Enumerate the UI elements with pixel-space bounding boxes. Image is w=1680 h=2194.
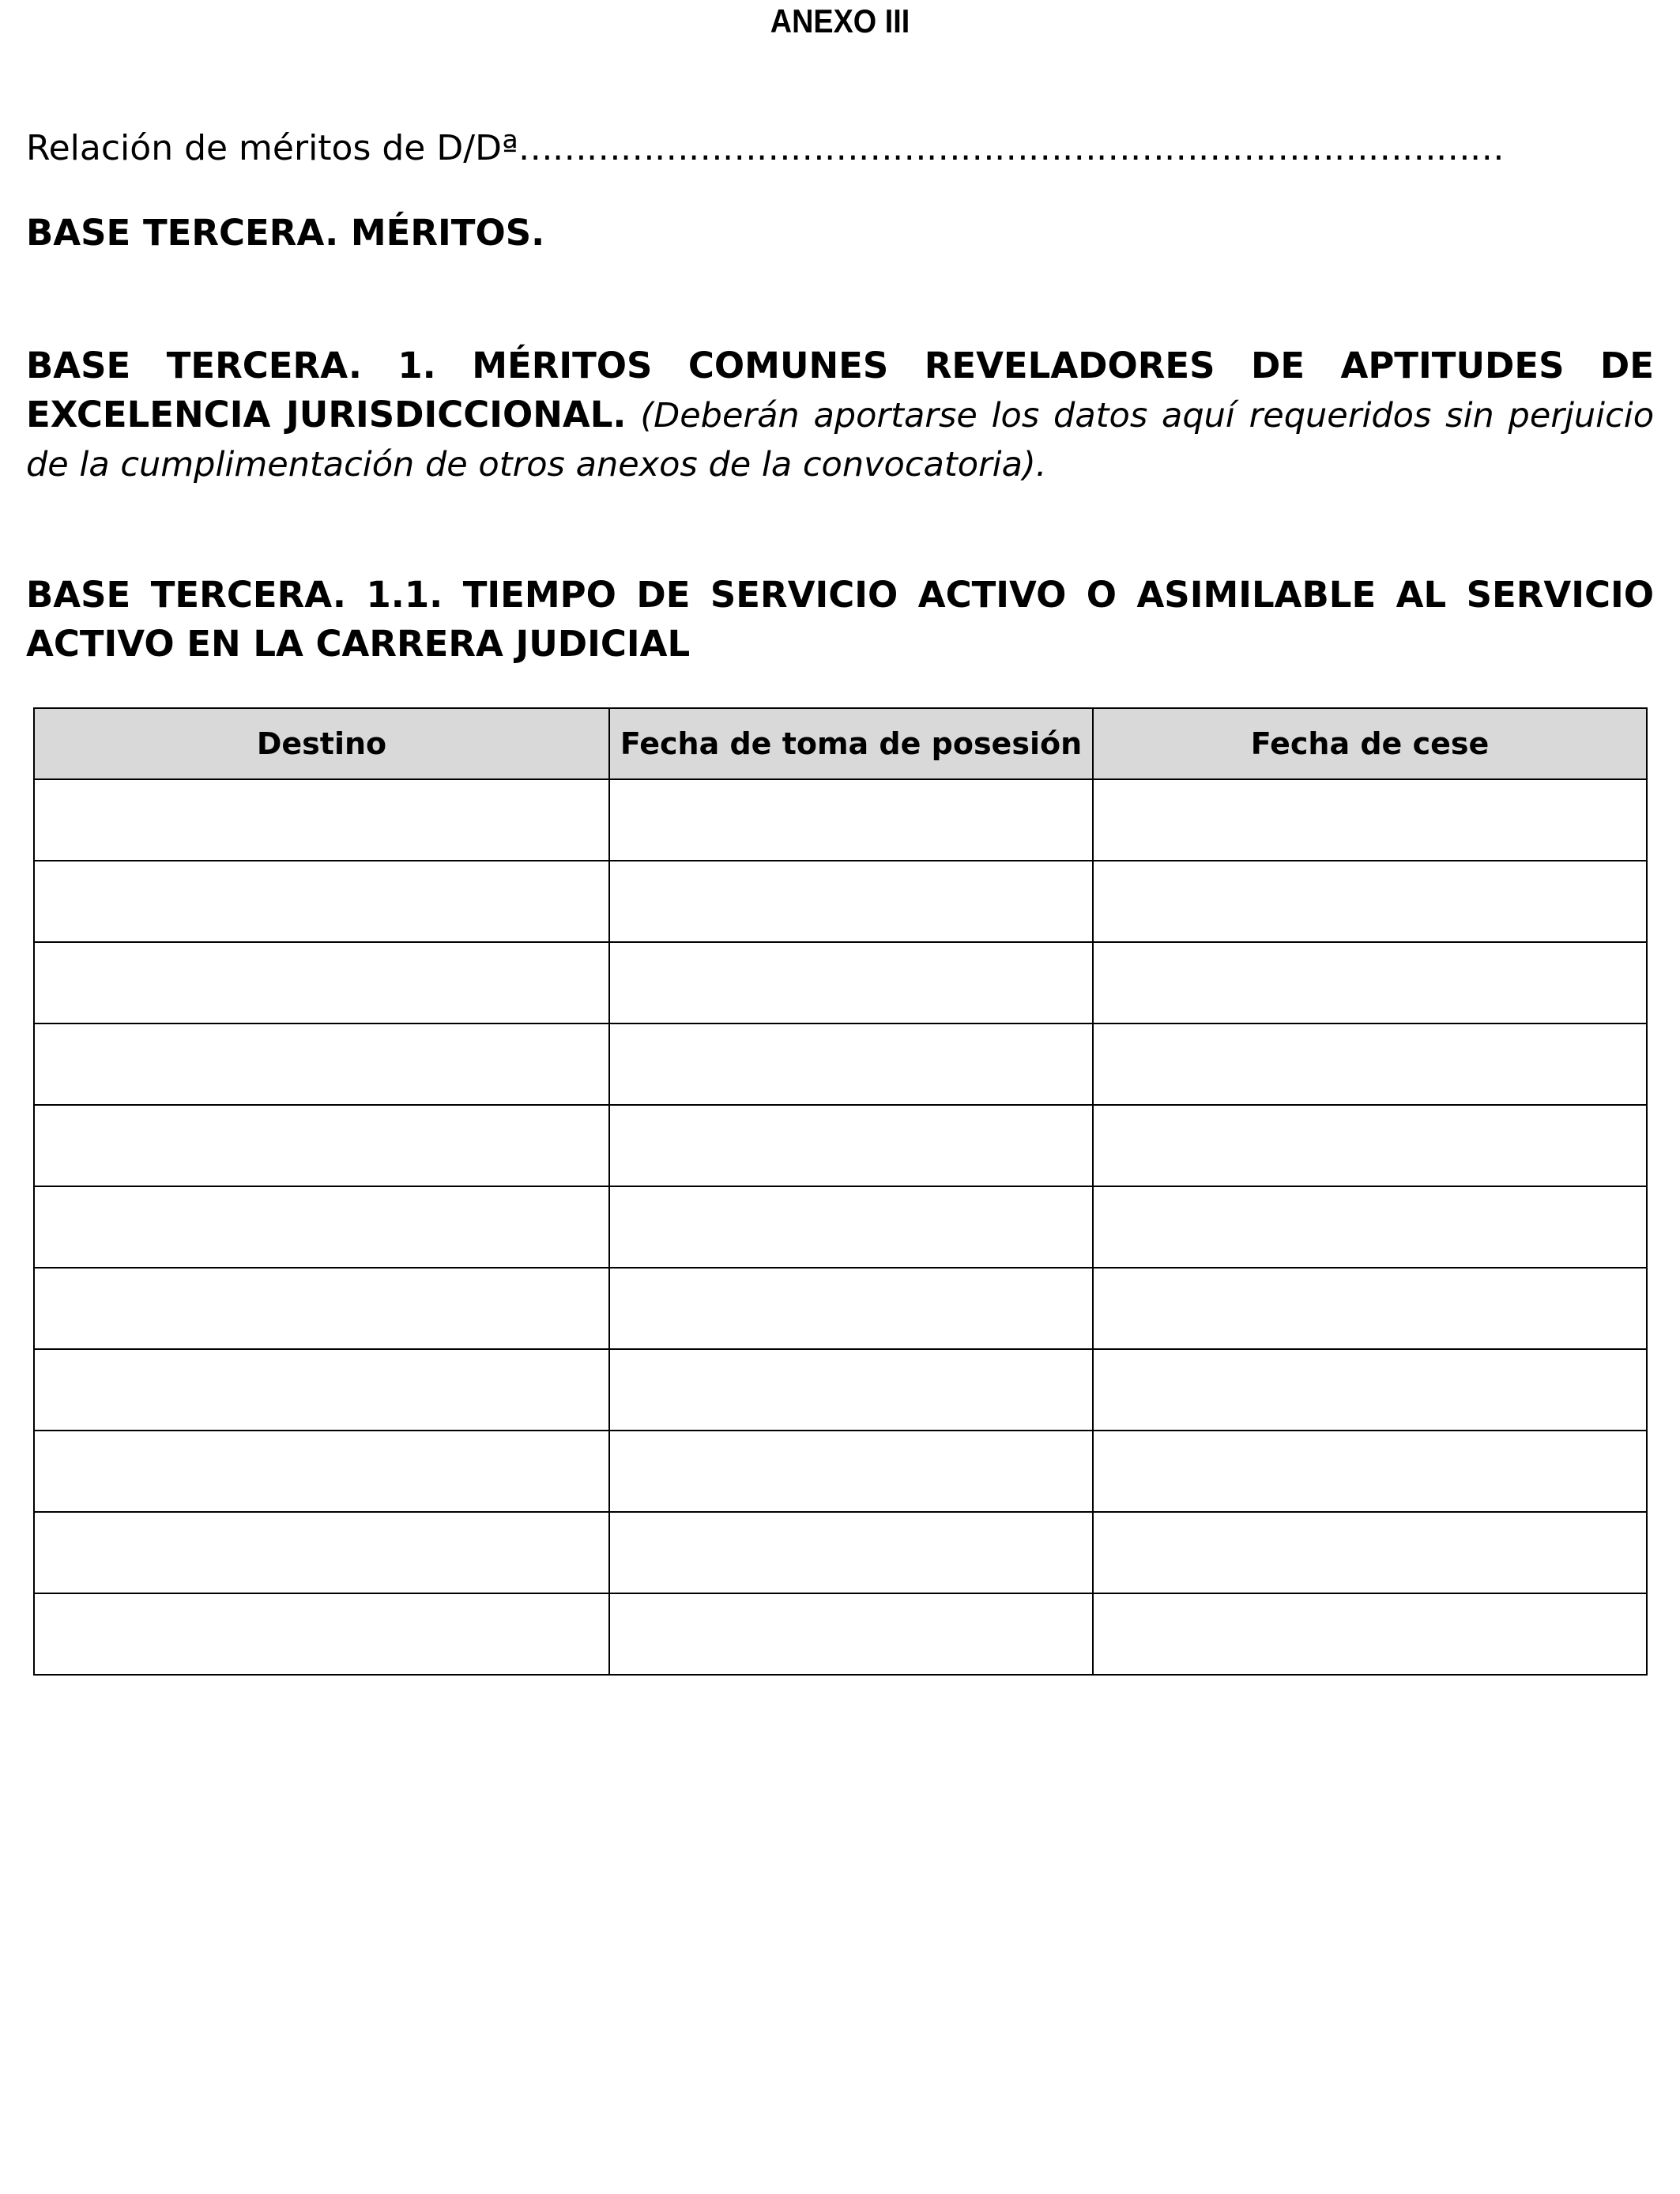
table-row [34,942,1647,1023]
table-row [34,779,1647,861]
name-fill-line: …………………………………………………………………………… [518,128,1504,168]
destino-cell[interactable] [34,1512,609,1593]
fecha-toma-posesion-cell[interactable] [609,779,1093,861]
section-1-1-heading: BASE TERCERA. 1.1. TIEMPO DE SERVICIO ACTIVO O ASIMILABLE AL SERVICIO ACTIVO EN LA CARRERA JUDICIAL [26,574,1654,665]
column-header-destino: Destino [34,708,609,779]
fecha-cese-cell[interactable] [1093,779,1647,861]
fecha-toma-posesion-cell[interactable] [609,942,1093,1023]
fecha-toma-posesion-cell[interactable] [609,861,1093,942]
destino-cell[interactable] [34,1105,609,1186]
fecha-cese-cell[interactable] [1093,1512,1647,1593]
fecha-toma-posesion-cell[interactable] [609,1186,1093,1268]
fecha-cese-cell[interactable] [1093,942,1647,1023]
annex-title: ANEXO III [770,2,910,40]
merits-holder-line [26,126,1654,171]
service-time-table [33,707,1648,1676]
column-header-fecha-toma-posesion: Fecha de toma de posesión [609,708,1093,779]
fecha-toma-posesion-cell[interactable] [609,1268,1093,1349]
fecha-cese-cell[interactable] [1093,1349,1647,1431]
section-1-heading-line2: EXCELENCIA JURISDICCIONAL. [26,394,627,435]
merits-holder-label: Relación de méritos de D/Dª [26,128,518,168]
table-row [34,861,1647,942]
destino-cell[interactable] [34,1593,609,1675]
destino-cell[interactable] [34,779,609,861]
fecha-toma-posesion-cell[interactable] [609,1349,1093,1431]
table-row [34,1105,1647,1186]
fecha-cese-cell[interactable] [1093,1186,1647,1268]
table-row [34,1349,1647,1431]
table-body [34,779,1647,1675]
destino-cell[interactable] [34,861,609,942]
table-header-row [34,708,1647,779]
destino-cell[interactable] [34,1186,609,1268]
fecha-toma-posesion-cell[interactable] [609,1593,1093,1675]
table-row [34,1593,1647,1675]
section-1-heading-line1: BASE TERCERA. 1. MÉRITOS COMUNES REVELADORES DE APTITUDES DE [26,345,1654,386]
column-header-fecha-cese: Fecha de cese [1093,708,1647,779]
table-row [34,1268,1647,1349]
table-row [34,1512,1647,1593]
destino-cell[interactable] [34,1268,609,1349]
fecha-toma-posesion-cell[interactable] [609,1431,1093,1512]
table-row [34,1023,1647,1105]
fecha-toma-posesion-cell[interactable] [609,1512,1093,1593]
section-heading-meritos: BASE TERCERA. MÉRITOS. [26,212,545,254]
table-row [34,1431,1647,1512]
fecha-toma-posesion-cell[interactable] [609,1023,1093,1105]
destino-cell[interactable] [34,1431,609,1512]
table-row [34,1186,1647,1268]
destino-cell[interactable] [34,1349,609,1431]
fecha-toma-posesion-cell[interactable] [609,1105,1093,1186]
section-1-note: (Deberán aportarse los datos aquí requeridos sin perjuicio de la cumplimentación de otros anexos de la convocatoria). [26,396,1655,484]
section-1-block [26,341,1654,489]
fecha-cese-cell[interactable] [1093,1593,1647,1675]
fecha-cese-cell[interactable] [1093,1268,1647,1349]
fecha-cese-cell[interactable] [1093,861,1647,942]
destino-cell[interactable] [34,1023,609,1105]
fecha-cese-cell[interactable] [1093,1023,1647,1105]
fecha-cese-cell[interactable] [1093,1431,1647,1512]
fecha-cese-cell[interactable] [1093,1105,1647,1186]
destino-cell[interactable] [34,942,609,1023]
